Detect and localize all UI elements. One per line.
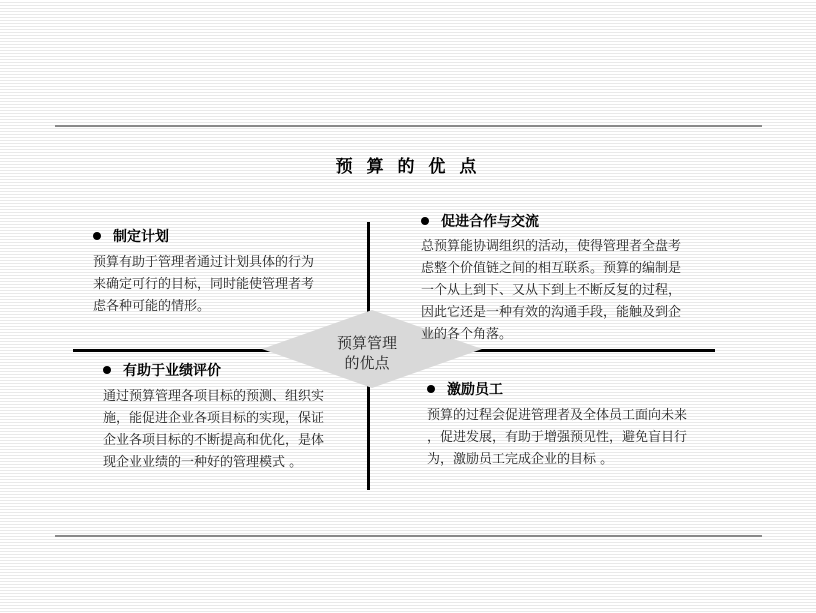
center-label-line-1: 预算管理 [336,334,397,352]
body-line: 预算有助于管理者通过计划具体的行为 [93,255,315,270]
quadrant-body [103,386,365,474]
bullet-icon [103,366,111,374]
heading-text: 激励员工 [447,382,503,398]
quadrant-heading [421,211,731,231]
horizontal-axis-right [462,349,715,352]
quadrant-heading [103,360,365,380]
heading-text: 促进合作与交流 [441,214,539,230]
quadrant-heading [427,379,737,399]
quadrant-body [93,252,363,318]
body-line: 总预算能协调组织的活动，使得管理者全盘考 [421,239,682,254]
bullet-icon [421,217,429,225]
body-line: ，促进发展，有助于增强预见性，避免盲目行 [427,430,688,445]
body-line: 一个从上到下、又从下到上不断反复的过程， [421,283,682,298]
quadrant-performance [103,360,365,474]
horizontal-axis-left [73,349,273,352]
body-line: 通过预算管理各项目标的预测、组织实 [103,389,325,404]
body-line: 虑各种可能的情形。 [93,299,211,314]
body-line: 来确定可行的目标，同时能使管理者考 [93,277,315,292]
page-title: 预 算 的 优 点 [335,157,481,177]
body-line: 为，激励员工完成企业的目标 。 [427,452,614,467]
heading-text: 制定计划 [113,229,169,245]
quadrant-body [421,236,731,346]
top-divider [55,125,762,127]
body-line: 业的各个角落。 [421,327,513,342]
body-line: 现企业业绩的一种好的管理模式 。 [103,455,303,470]
quadrant-cooperation [421,211,731,346]
quadrant-planning [93,226,363,318]
bullet-icon [427,385,435,393]
quadrant-heading [93,226,363,246]
quadrant-body [427,405,737,471]
body-line: 施，能促进企业各项目标的实现，保证 [103,411,325,426]
heading-text: 有助于业绩评价 [123,363,221,379]
center-label-line-2: 的优点 [344,354,390,372]
body-line: 因此它还是一种有效的沟通手段，能触及到企 [421,305,682,320]
body-line: 预算的过程会促进管理者及全体员工面向未来 [427,408,688,423]
bullet-icon [93,232,101,240]
body-line: 企业各项目标的不断提高和优化，是体 [103,433,325,448]
bottom-divider [55,535,762,537]
quadrant-motivation [427,379,737,471]
body-line: 虑整个价值链之间的相互联系。预算的编制是 [421,261,682,276]
